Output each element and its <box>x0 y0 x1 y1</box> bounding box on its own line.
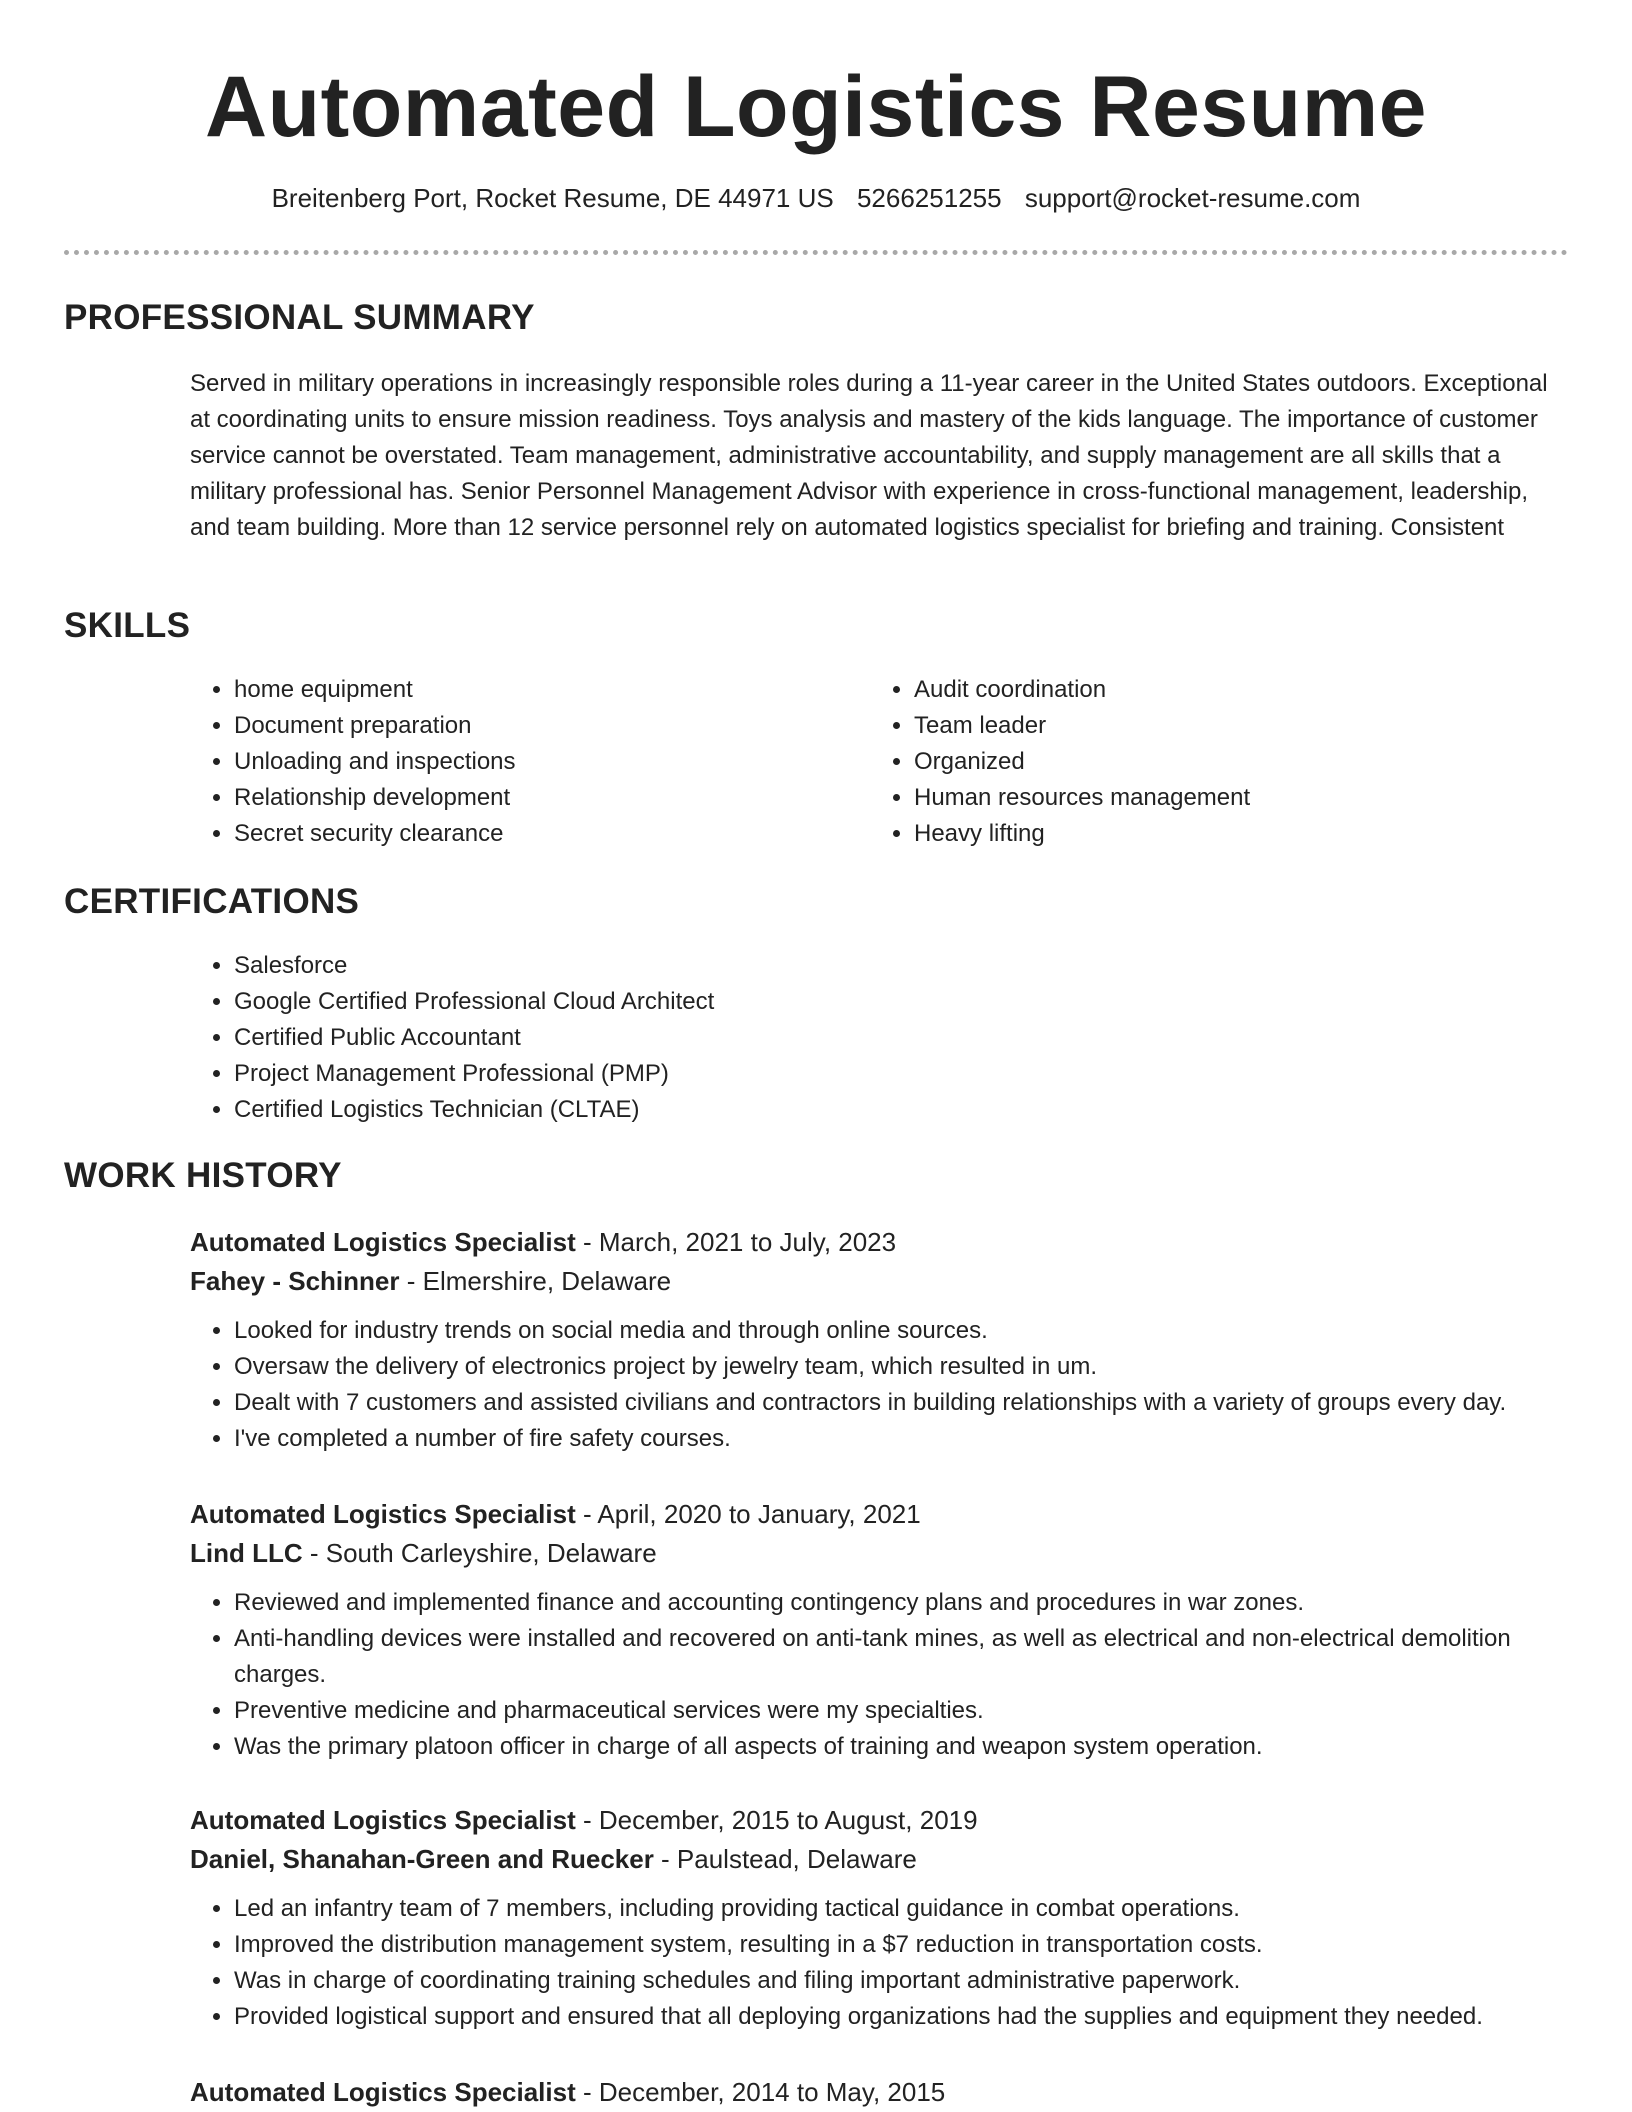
skill-item: • Human resources management <box>914 780 1554 816</box>
job-company-line <box>190 1840 1570 1879</box>
job-company-line <box>190 1534 1570 1573</box>
job-role: Automated Logistics Specialist <box>190 2077 576 2107</box>
skill-item: • Document preparation <box>234 708 854 744</box>
contact-address: Breitenberg Port, Rocket Resume, DE 44971 US <box>271 183 834 213</box>
skill-item: • Heavy lifting <box>914 816 1554 852</box>
job-company: Lind LLC <box>190 1538 303 1568</box>
job-company: Fahey - Schinner <box>190 1266 400 1296</box>
resume-title: Automated Logistics Resume <box>205 59 1427 155</box>
skill-item: • Secret security clearance <box>234 816 854 852</box>
certification-item: • Project Management Professional (PMP) <box>234 1056 1614 1092</box>
job-location: - Elmershire, Delaware <box>399 1266 672 1296</box>
skill-item: • Organized <box>914 744 1554 780</box>
job-dates: - December, 2015 to August, 2019 <box>575 1805 978 1835</box>
job-title-line <box>190 1801 1570 1840</box>
certifications-list <box>190 948 1614 1128</box>
job-dates: - December, 2014 to May, 2015 <box>575 2077 946 2107</box>
certification-item: • Salesforce <box>234 948 1614 984</box>
job-entry <box>190 1801 1570 2035</box>
job-bullet: • Preventive medicine and pharmaceutical services were my specialties. <box>234 1693 1570 1729</box>
job-bullet: • Improved the distribution management system, resulting in a $7 reduction in transportation costs. <box>234 1927 1570 1963</box>
job-title-line <box>190 1495 1570 1534</box>
skills-list-right <box>870 672 1554 852</box>
job-bullets <box>190 1313 1570 1457</box>
job-entry <box>190 1223 1570 1457</box>
certification-item: • Certified Public Accountant <box>234 1020 1614 1056</box>
job-role: Automated Logistics Specialist <box>190 1499 576 1529</box>
header-divider <box>64 250 1568 255</box>
skill-item: • home equipment <box>234 672 854 708</box>
job-company-line <box>190 1262 1570 1301</box>
job-location: - South Carleyshire, Delaware <box>302 1538 657 1568</box>
job-bullet: • Looked for industry trends on social media and through online sources. <box>234 1313 1570 1349</box>
contact-phone: 5266251255 <box>856 183 1002 213</box>
job-bullet: • Anti-handling devices were installed and recovered on anti-tank mines, as well as electrical and non-electrical demolition charges. <box>234 1621 1570 1693</box>
skill-item: • Unloading and inspections <box>234 744 854 780</box>
skills-heading: SKILLS <box>64 606 191 645</box>
job-company: Daniel, Shanahan-Green and Ruecker <box>190 1844 654 1874</box>
job-entry <box>190 2073 1570 2112</box>
job-location: - Paulstead, Delaware <box>653 1844 917 1874</box>
job-bullet: • Dealt with 7 customers and assisted civilians and contractors in building relationships with a variety of groups every day. <box>234 1385 1570 1421</box>
job-bullet: • Provided logistical support and ensured that all deploying organizations had the supplies and equipment they needed. <box>234 1999 1570 2035</box>
job-bullet: • Reviewed and implemented finance and accounting contingency plans and procedures in war zones. <box>234 1585 1570 1621</box>
job-dates: - March, 2021 to July, 2023 <box>575 1227 897 1257</box>
summary-heading: PROFESSIONAL SUMMARY <box>64 298 535 337</box>
job-role: Automated Logistics Specialist <box>190 1227 576 1257</box>
job-bullets <box>190 1891 1570 2035</box>
job-role: Automated Logistics Specialist <box>190 1805 576 1835</box>
job-bullet: • Oversaw the delivery of electronics project by jewelry team, which resulted in um. <box>234 1349 1570 1385</box>
skill-item: • Team leader <box>914 708 1554 744</box>
job-bullet: • I've completed a number of fire safety courses. <box>234 1421 1570 1457</box>
job-title-line <box>190 2073 1570 2112</box>
certification-item: • Certified Logistics Technician (CLTAE) <box>234 1092 1614 1128</box>
summary-text: Served in military operations in increasingly responsible roles during a 11-year career in the United States outdoors. Exceptional at coordinating units to ensure mission readiness. Toys analysis and mastery of the kids language. The importance of customer service cannot be overstated. Team management, administrative accountability, and supply management are all skills that a military professional has. Senior Personnel Management Advisor with experience in cross-functional management, leadership, and team building. More than 12 service personnel rely on automated logistics specialist for briefing and training. Consistent <box>190 370 1548 541</box>
contact-email: support@rocket-resume.com <box>1024 183 1361 213</box>
certification-item: • Google Certified Professional Cloud Architect <box>234 984 1614 1020</box>
work-history-heading: WORK HISTORY <box>64 1156 342 1195</box>
job-bullet: • Led an infantry team of 7 members, including providing tactical guidance in combat operations. <box>234 1891 1570 1927</box>
skill-item: • Relationship development <box>234 780 854 816</box>
skill-item: • Audit coordination <box>914 672 1554 708</box>
job-bullet: • Was the primary platoon officer in charge of all aspects of training and weapon system operation. <box>234 1729 1570 1765</box>
certifications-heading: CERTIFICATIONS <box>64 882 360 921</box>
job-bullet: • Was in charge of coordinating training schedules and filing important administrative paperwork. <box>234 1963 1570 1999</box>
contact-line <box>0 180 1632 216</box>
job-entry <box>190 1495 1570 1765</box>
skills-list-left <box>190 672 854 852</box>
job-title-line <box>190 1223 1570 1262</box>
job-dates: - April, 2020 to January, 2021 <box>575 1499 921 1529</box>
job-bullets <box>190 1585 1570 1765</box>
